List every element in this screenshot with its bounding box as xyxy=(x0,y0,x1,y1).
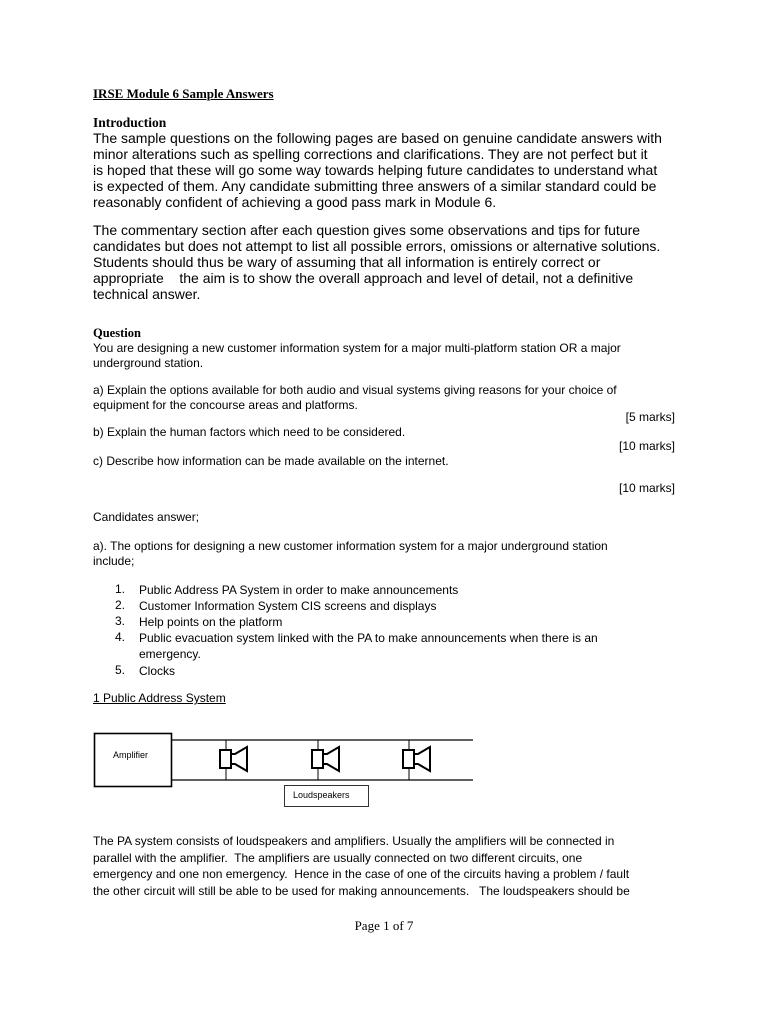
pa-paragraph-line: parallel with the amplifier. The amplifiers are usually connected on two different circuits, one xyxy=(93,850,583,865)
answer-intro xyxy=(93,539,683,569)
list-item-number: 5. xyxy=(115,663,126,677)
intro-p2-line: Students should thus be wary of assuming that all information is entirely correct or xyxy=(93,254,601,270)
list-item-number: 3. xyxy=(115,614,126,628)
pa-paragraph-line: The PA system consists of loudspeakers and amplifiers. Usually the amplifiers will be connected in xyxy=(93,834,615,848)
question-stem xyxy=(93,341,683,371)
loudspeaker-icon xyxy=(220,740,247,780)
pa-system-paragraph xyxy=(93,833,683,899)
part-a-line: a) Explain the options available for both audio and visual systems giving reasons for your choice of xyxy=(93,383,617,397)
question-stem-line: underground station. xyxy=(93,356,204,370)
list-item-number: 1. xyxy=(115,582,126,596)
section-heading-public-address: 1 Public Address System xyxy=(93,691,226,705)
candidates-answer-label: Candidates answer; xyxy=(93,510,200,524)
pa-system-diagram xyxy=(93,727,483,813)
intro-paragraph-1 xyxy=(93,130,683,210)
part-a-line: equipment for the concourse areas and platforms. xyxy=(93,398,358,412)
intro-p1-line: is expected of them. Any candidate submitting three answers of a similar standard could be xyxy=(93,178,657,194)
list-item-line: emergency. xyxy=(139,647,201,661)
list-item-number: 4. xyxy=(115,630,126,644)
list-item-line: Public evacuation system linked with the PA to make announcements when there is an xyxy=(139,631,598,645)
loudspeaker-icon xyxy=(312,740,339,780)
marks-c: [10 marks] xyxy=(618,481,675,495)
list-item: Help points on the platform xyxy=(139,615,283,629)
intro-p1-line: is hoped that these will go some way towards helping future candidates to understand what xyxy=(93,162,658,178)
intro-p1-line: minor alterations such as spelling corrections and clarifications. They are not perfect but it xyxy=(93,146,648,162)
loudspeakers-label: Loudspeakers xyxy=(293,790,350,800)
amplifier-box xyxy=(95,734,172,787)
question-part-c: c) Describe how information can be made available on the internet. xyxy=(93,454,449,468)
list-item-number: 2. xyxy=(115,598,126,612)
question-stem-line: You are designing a new customer information system for a major multi-platform station OR a major xyxy=(93,341,621,355)
pa-paragraph-line: the other circuit will still be able to be used for making announcements. The loudspeakers should be xyxy=(93,883,630,898)
marks-a: [5 marks] xyxy=(625,410,675,424)
introduction-heading: Introduction xyxy=(93,115,167,130)
pa-paragraph-line: emergency and one non emergency. Hence in the case of one of the circuits having a problem / fault xyxy=(93,867,630,881)
list-item xyxy=(139,630,679,662)
loudspeaker-icon xyxy=(403,740,430,780)
answer-intro-line: a). The options for designing a new customer information system for a major underground station xyxy=(93,539,608,553)
intro-p2-line: technical answer. xyxy=(93,286,201,302)
list-item: Clocks xyxy=(139,664,176,678)
document-title: IRSE Module 6 Sample Answers xyxy=(93,86,274,101)
question-part-a xyxy=(93,383,683,413)
page-footer: Page 1 of 7 xyxy=(354,918,414,933)
question-part-b: b) Explain the human factors which need to be considered. xyxy=(93,425,406,439)
intro-p2-line: candidates but does not attempt to list all possible errors, omissions or alternative solutions. xyxy=(93,238,661,254)
list-item: Public Address PA System in order to make announcements xyxy=(139,583,459,597)
intro-p2-line: appropriate the aim is to show the overall approach and level of detail, not a definitive xyxy=(93,270,634,286)
amplifier-label: Amplifier xyxy=(113,750,149,760)
answer-intro-line: include; xyxy=(93,554,135,568)
intro-p1-line: The sample questions on the following pages are based on genuine candidate answers with xyxy=(93,130,662,146)
intro-p1-line: reasonably confident of achieving a good pass mark in Module 6. xyxy=(93,194,497,210)
marks-b: [10 marks] xyxy=(618,439,675,453)
list-item: Customer Information System CIS screens and displays xyxy=(139,599,437,613)
question-heading: Question xyxy=(93,326,141,340)
intro-paragraph-2 xyxy=(93,222,683,302)
intro-p2-line: The commentary section after each question gives some observations and tips for future xyxy=(93,222,641,238)
